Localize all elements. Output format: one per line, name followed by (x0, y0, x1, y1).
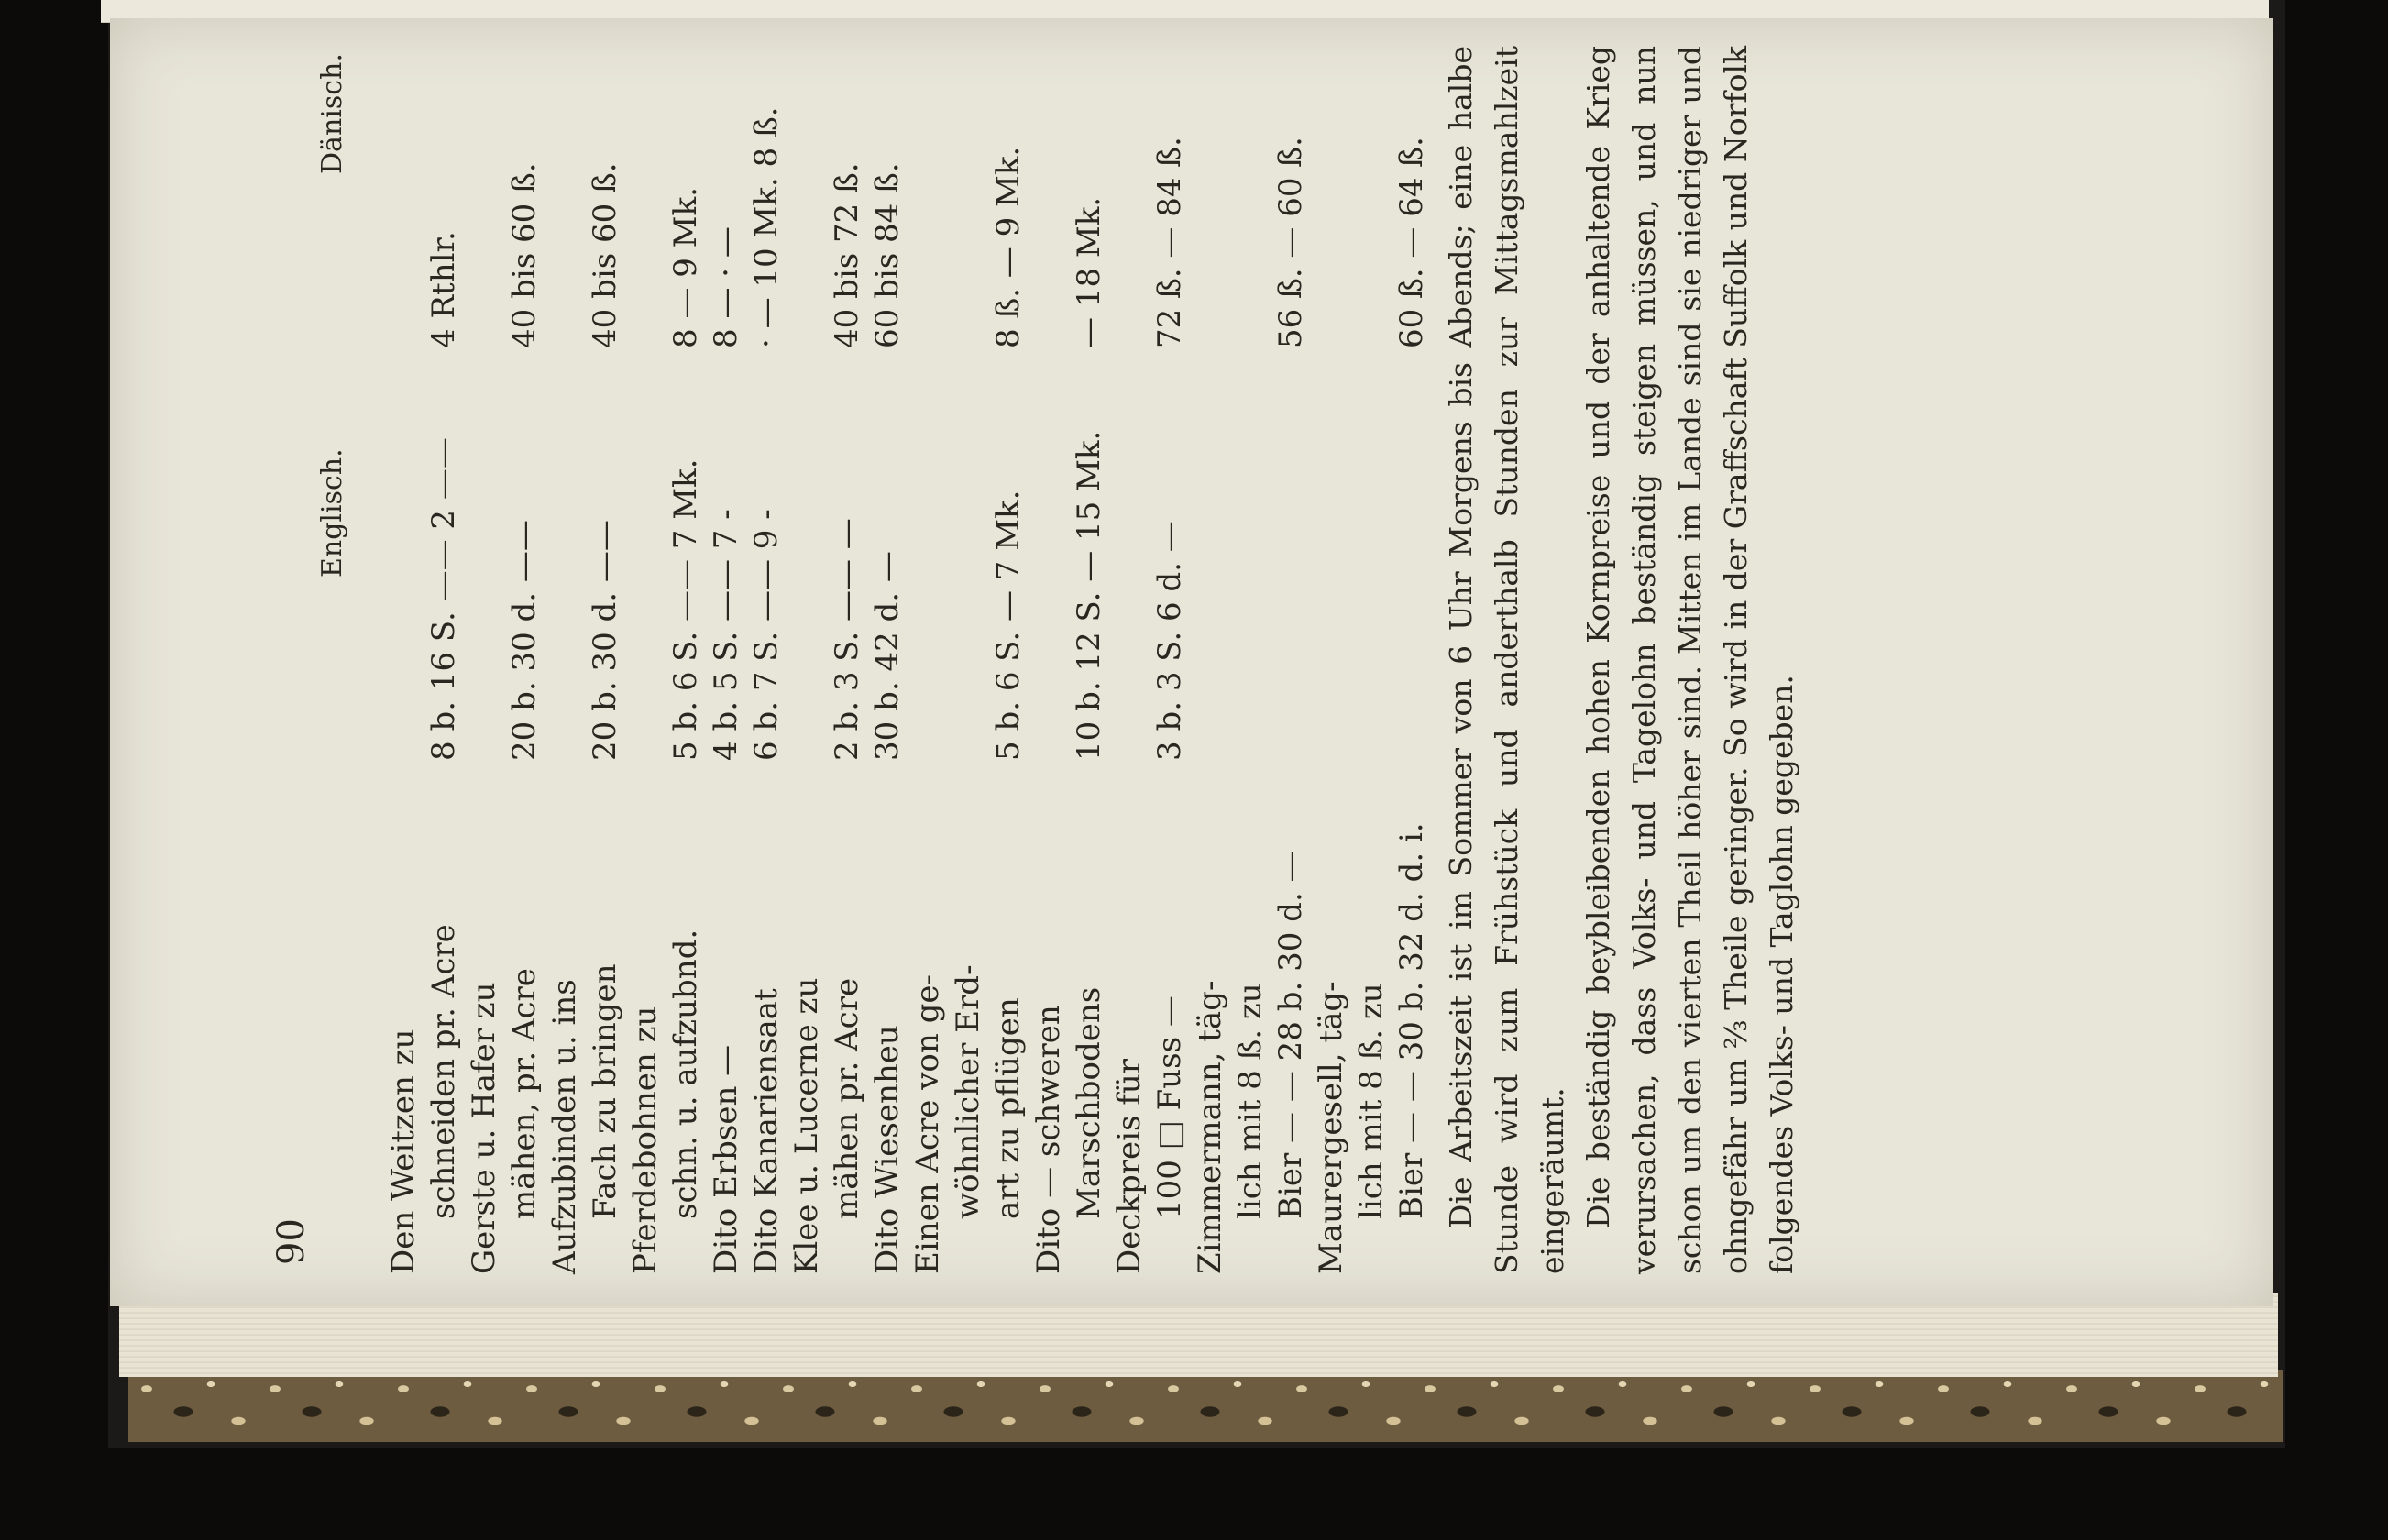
table-row-label: Fach zu bringen (587, 963, 623, 1219)
table-row-label: Einen Acre von ge- (909, 974, 946, 1274)
marbled-edge (128, 1370, 2283, 1442)
column-header-danish: Dänisch. (316, 53, 348, 174)
table-row-english: 10 b. 12 S. — 15 Mk. (1071, 430, 1107, 761)
table-row-label: Dito Erbsen — (708, 1044, 744, 1274)
table-row-label: lich mit 8 ß. zu (1353, 983, 1390, 1219)
table-row-label: Dito Kanariensaat (748, 988, 785, 1274)
table-row-label: mähen, pr. Acre (506, 968, 543, 1219)
table-row-english: 20 b. 30 d. —— (506, 520, 543, 761)
table-row-english: 30 b. 42 d. — (869, 551, 906, 761)
table-row-label: schn. u. aufzubnd. (667, 929, 704, 1219)
table-row-label: Dito Wiesenheu (869, 1025, 906, 1274)
rotated-text-block (261, 9, 2021, 1274)
table-row-label: Maurergesell, täg- (1313, 981, 1349, 1274)
body-paragraph: Die Arbeitszeit ist im Sommer von 6 Uhr Morgens bis Abends; eine halbe Stunde wird zum Frühstück und anderthalb Stunden zur Mittagsmahlzeit eingeräumt. (1443, 46, 1570, 1274)
table-row-danish: 56 ß. — 60 ß. (1272, 137, 1309, 348)
table-row-danish: 8 — · — (708, 226, 744, 348)
table-row-label: Deckpreis für (1111, 1058, 1148, 1274)
table-row-label: Den Weitzen zu (385, 1028, 422, 1274)
table-row-label: wöhnlicher Erd- (950, 964, 986, 1219)
table-row-english: 20 b. 30 d. —— (587, 520, 623, 761)
table-row-label: schneiden pr. Acre (425, 924, 462, 1219)
table-row-danish: 60 bis 84 ß. (869, 162, 906, 348)
table-row-english: 2 b. 3 S. —— — (829, 518, 865, 761)
table-row-label: mähen pr. Acre (829, 977, 865, 1219)
table-row-label: lich mit 8 ß. zu (1232, 983, 1269, 1219)
table-row-danish: — 18 Mk. (1071, 196, 1107, 348)
table-row-english: 5 b. 6 S. — 7 Mk. (990, 490, 1027, 761)
table-row-label: Bier — — 28 b. 30 d. — (1272, 851, 1309, 1219)
table-row-label: Gerste u. Hafer zu (466, 982, 502, 1274)
table-row-english: 3 b. 3 S. 6 d. — (1151, 521, 1188, 761)
table-row-english: 8 b. 16 S. —— 2 —— (425, 437, 462, 761)
table-row-label: Dito — schweren (1030, 1005, 1067, 1274)
table-row-danish: 40 bis 72 ß. (829, 162, 865, 348)
table-row-label: Bier — — 30 b. 32 d. d. i. (1393, 822, 1430, 1219)
table-row-danish: 60 ß. — 64 ß. (1393, 137, 1430, 348)
table-row-label: Marschbodens (1071, 986, 1107, 1219)
table-row-english: 5 b. 6 S. —— 7 Mk. (667, 458, 704, 761)
table-row-danish: · — 10 Mk. 8 ß. (748, 106, 785, 348)
table-row-label: Pferdebohnen zu (627, 1006, 664, 1274)
table-row-label: 100 □ Fuss — (1151, 996, 1188, 1219)
table-row-danish: 4 Rthlr. (425, 231, 462, 348)
table-row-danish: 40 bis 60 ß. (587, 162, 623, 348)
table-row-english: 6 b. 7 S. —— 9 - (748, 509, 785, 761)
table-row-danish: 8 — 9 Mk. (667, 187, 704, 348)
table-row-label: Klee u. Lucerne zu (788, 977, 825, 1274)
table-row-danish: 40 bis 60 ß. (506, 162, 543, 348)
table-row-label: Aufzubinden u. ins (546, 979, 583, 1274)
page-number: 90 (270, 1218, 313, 1265)
table-row-danish: 8 ß. — 9 Mk. (990, 146, 1027, 348)
body-paragraph: Die beständig beybleibenden hohen Kornpreise und der anhaltende Krieg verursachen, dass Volks- und Tagelohn beständig steigen müssen, und nun schon um den vierten Theil höher sind. Mitten im Lande sind sie niedriger und ohngefähr um ⅔ Theile geringer. So wird in der Graffschaft Suffolk und Norfolk folgendes Volks- und Taglohn gegeben. (1580, 46, 1799, 1274)
table-row-english: 4 b. 5 S. —— 7 - (708, 509, 744, 761)
table-row-label: art zu pflügen (990, 997, 1027, 1219)
table-row-label: Zimmermann, täg- (1192, 980, 1228, 1274)
table-row-danish: 72 ß. — 84 ß. (1151, 137, 1188, 348)
column-header-english: Englisch. (316, 448, 348, 578)
